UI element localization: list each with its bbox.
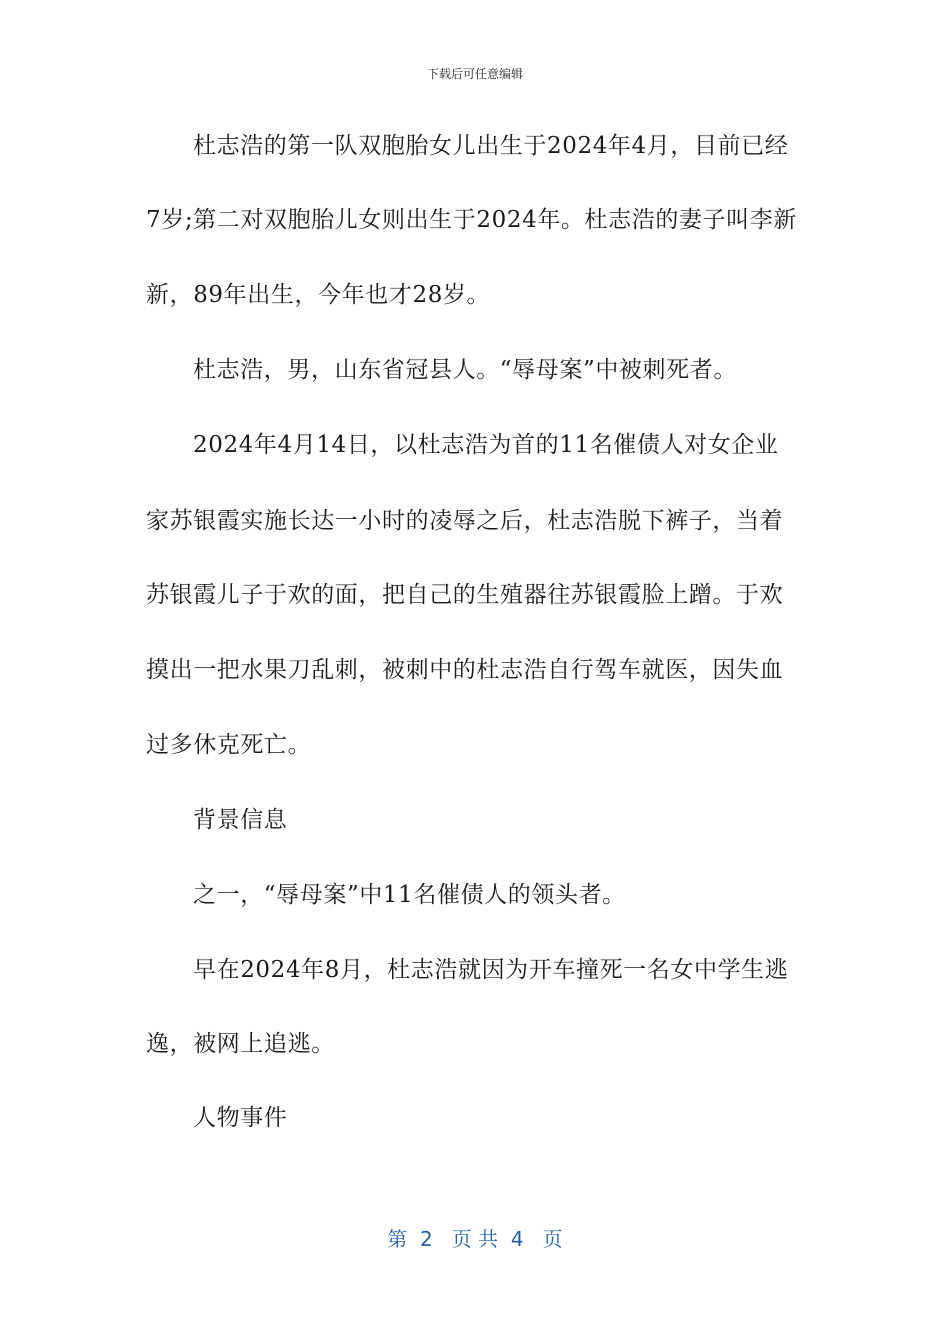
text-line: 杜志浩的第一队双胞胎女儿出生于2024年4月，目前已经 — [193, 133, 789, 159]
text-line: 家苏银霞实施长达一小时的凌辱之后，杜志浩脱下裤子，当着 — [146, 508, 784, 534]
text-line: 摸出一把水果刀乱刺，被刺中的杜志浩自行驾车就医，因失血 — [146, 657, 784, 683]
text-line: 逸，被网上追逃。 — [146, 1031, 335, 1057]
text-line: 苏银霞儿子于欢的面，把自己的生殖器往苏银霞脸上蹭。于欢 — [146, 582, 784, 608]
text-line: 新，89年出生，今年也才28岁。 — [146, 282, 491, 308]
page-header-note: 下载后可任意编辑 — [426, 67, 523, 81]
text-line: 之一，“辱母案”中11名催债人的领头者。 — [193, 882, 626, 908]
section-heading: 背景信息 — [193, 807, 288, 833]
text-line: 2024年4月14日，以杜志浩为首的11名催债人对女企业 — [193, 432, 779, 458]
text-line: 过多休克死亡。 — [146, 732, 312, 758]
section-heading: 人物事件 — [193, 1105, 288, 1131]
text-line: 杜志浩，男，山东省冠县人。“辱母案”中被刺死者。 — [193, 357, 737, 383]
page-footer-number: 第 2 页 共 4 页 — [387, 1227, 563, 1251]
text-line: 早在2024年8月，杜志浩就因为开车撞死一名女中学生逃 — [193, 957, 789, 983]
text-line: 7岁;第二对双胞胎儿女则出生于2024年。杜志浩的妻子叫李新 — [146, 207, 797, 233]
